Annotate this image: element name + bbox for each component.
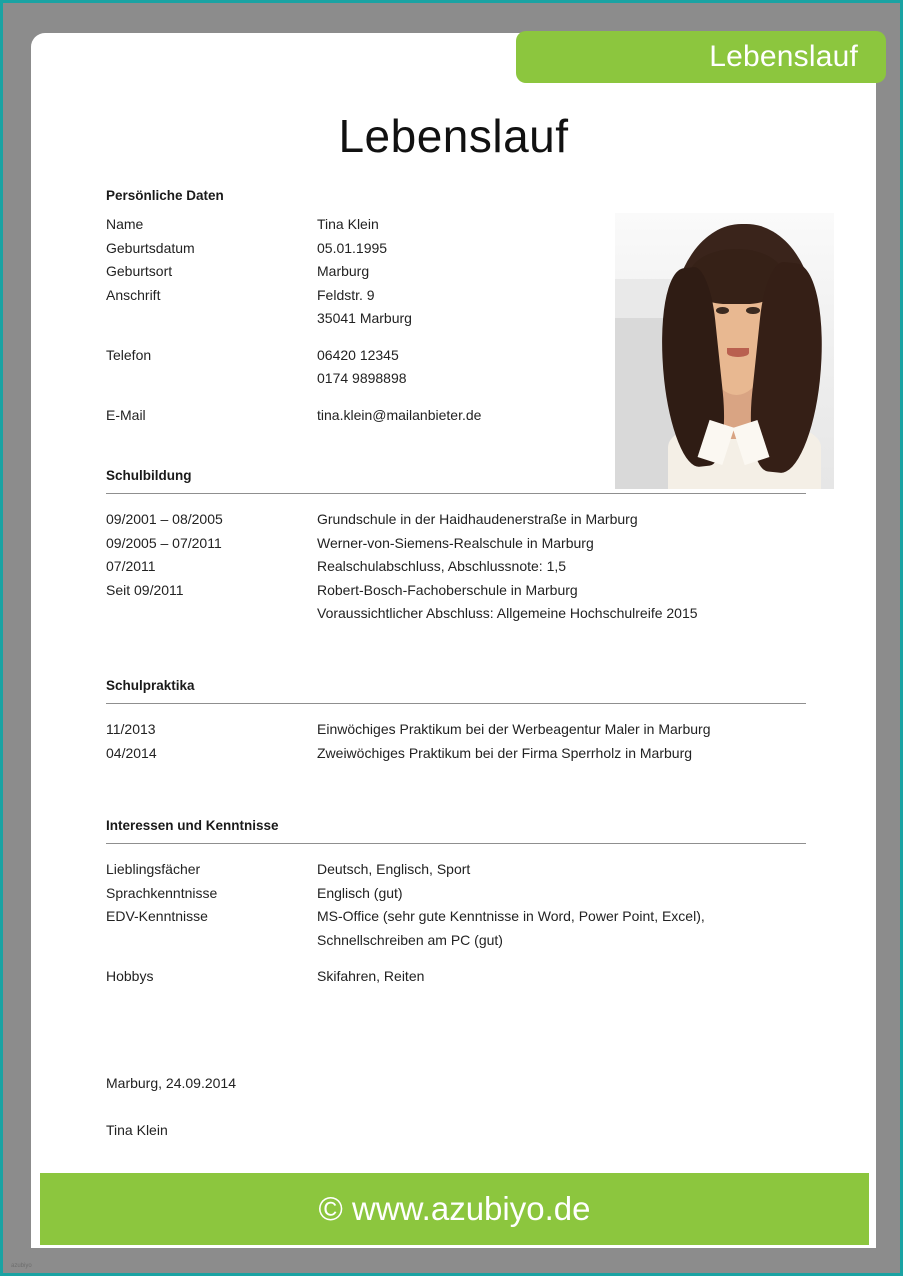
- row-value: Grundschule in der Haidhaudenerstraße in Marburg: [317, 511, 638, 527]
- table-row: [106, 858, 806, 882]
- row-label: EDV-Kenntnisse: [106, 908, 208, 924]
- row-value: Realschulabschluss, Abschlussnote: 1,5: [317, 558, 567, 574]
- row-value: Marburg: [317, 263, 370, 279]
- row-value: Deutsch, Englisch, Sport: [317, 861, 471, 877]
- row-value: 06420 12345: [317, 346, 399, 363]
- row-value: Voraussichtlicher Abschluss: Allgemeine Hochschulreife 2015: [317, 605, 698, 621]
- table-row: [106, 555, 806, 579]
- row-label: Anschrift: [106, 286, 161, 303]
- corner-watermark: azubiyo: [11, 1263, 32, 1269]
- section-interests-skills: [106, 818, 806, 989]
- section-title-personal: Persönliche Daten: [106, 188, 224, 203]
- table-row: [106, 905, 806, 929]
- signature-name: Tina Klein: [106, 1122, 168, 1138]
- page-title: Lebenslauf: [338, 110, 569, 162]
- row-label: Telefon: [106, 346, 152, 363]
- row-value: 35041 Marburg: [317, 310, 412, 326]
- row-label: [106, 367, 317, 391]
- row-label: Geburtsort: [106, 263, 173, 279]
- table-row: [106, 882, 806, 906]
- row-value: 0174 9898898: [317, 370, 407, 386]
- row-label: [106, 307, 317, 331]
- footer-copyright-label: © www.azubiyo.de: [318, 1190, 591, 1227]
- table-row: [106, 532, 806, 556]
- section-title-school: Schulbildung: [106, 468, 192, 483]
- row-label: 04/2014: [106, 744, 157, 761]
- row-label: 11/2013: [106, 721, 156, 737]
- row-label: Hobbys: [106, 968, 154, 984]
- row-value: tina.klein@mailanbieter.de: [317, 406, 482, 423]
- row-value: Skifahren, Reiten: [317, 968, 425, 984]
- row-label: [106, 602, 317, 626]
- table-row: [106, 602, 806, 626]
- section-divider: [106, 703, 806, 704]
- table-row: [106, 579, 806, 603]
- table-row: [106, 508, 806, 532]
- row-value: MS-Office (sehr gute Kenntnisse in Word, Power Point, Excel),: [317, 908, 705, 924]
- row-value: Zweiwöchiges Praktikum bei der Firma Sperrholz in Marburg: [317, 744, 693, 761]
- section-divider: [106, 843, 806, 844]
- resume-page: [31, 33, 876, 1248]
- header-tab-label: Lebenslauf: [709, 40, 858, 73]
- section-title-interests: Interessen und Kenntnisse: [106, 818, 279, 833]
- row-label: Lieblingsfächer: [106, 861, 201, 877]
- table-row: [106, 718, 806, 742]
- row-label: 09/2001 – 08/2005: [106, 511, 223, 527]
- row-value: Schnellschreiben am PC (gut): [317, 931, 503, 948]
- row-label: 09/2005 – 07/2011: [106, 534, 222, 551]
- row-label: Seit 09/2011: [106, 581, 184, 598]
- section-divider: [106, 493, 806, 494]
- row-label: [106, 929, 317, 953]
- table-row: [106, 742, 806, 766]
- table-row: [106, 929, 806, 953]
- row-value: Tina Klein: [317, 216, 379, 232]
- photo-eye: [716, 307, 729, 314]
- row-label: Sprachkenntnisse: [106, 884, 218, 901]
- row-value: Englisch (gut): [317, 884, 403, 901]
- section-title-internships: Schulpraktika: [106, 678, 195, 693]
- section-internships: [106, 678, 806, 765]
- photo-eye: [746, 307, 759, 314]
- table-row: [106, 965, 806, 989]
- signature-place-date: Marburg, 24.09.2014: [106, 1075, 236, 1091]
- row-value: Einwöchiges Praktikum bei der Werbeagentur Maler in Marburg: [317, 721, 711, 737]
- row-value: Feldstr. 9: [317, 286, 375, 303]
- footer-bar: [40, 1173, 869, 1245]
- row-label: Geburtsdatum: [106, 239, 195, 256]
- row-label: E-Mail: [106, 406, 146, 423]
- row-value: 05.01.1995: [317, 239, 388, 256]
- section-school-education: [106, 468, 806, 626]
- header-tab-lebenslauf[interactable]: [516, 31, 886, 83]
- document-canvas: [3, 3, 900, 1273]
- portrait-photo: [615, 213, 834, 489]
- row-label: 07/2011: [106, 558, 156, 574]
- photo-mouth: [727, 348, 749, 356]
- row-label: Name: [106, 216, 144, 232]
- row-value: Werner-von-Siemens-Realschule in Marburg: [317, 534, 594, 551]
- row-value: Robert-Bosch-Fachoberschule in Marburg: [317, 581, 578, 598]
